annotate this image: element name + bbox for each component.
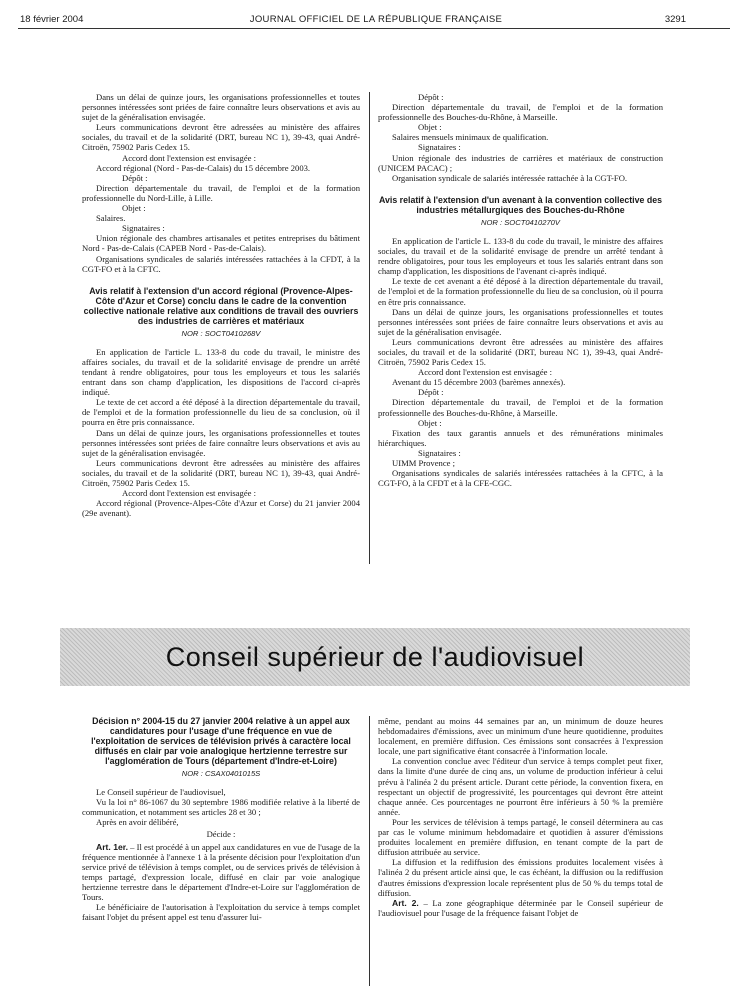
section-banner xyxy=(60,628,690,686)
paragraph: Pour les services de télévision à temps partagé, le conseil déterminera au cas par cas le volume minimum hebdomadaire et quotidien à assurer d'émissions produites localement en première diffusion, en tenant compte de la part de diffusion attribuée au service. xyxy=(378,816,663,858)
section-title: Avis relatif à l'extension d'un accord régional (Provence-Alpes-Côte d'Azur et Corse) conclu dans le cadre de la convention collective nationale relative aux conditions de travail des ouvriers des industries de carrières et matériaux xyxy=(83,285,359,326)
column-divider xyxy=(369,716,370,986)
nor-reference xyxy=(82,769,360,779)
paragraph: Direction départementale du travail, de l'emploi et de la formation professionnelle des Bouches-du-Rhône, à Marseille. xyxy=(378,397,663,418)
paragraph: En application de l'article L. 133-8 du code du travail, le ministre des affaires sociales, du travail et de la solidarité envisage de prendre un arrêté tendant à rendre obligatoires, pour tous les employeurs et tous les salariés entrant dans son champ d'application, les dispositions de l'avenant ci-après indiqué. xyxy=(378,235,663,277)
paragraph: Organisations syndicales de salariés intéressées rattachées à la CFDT, à la CGT-FO et à la CFTC. xyxy=(82,253,360,274)
decision-title: Décision n° 2004-15 du 27 janvier 2004 relative à un appel aux candidatures pour l'usage d'une fréquence en vue de l'exploitation de services de télévision privés à caractère local diffusés en clair par voie analogique hertzienne terrestre sur l'agglomération de Tours (département d'Indre-et-Loire) xyxy=(91,716,351,766)
paragraph: Vu la loi n° 86-1067 du 30 septembre 1986 modifiée relative à la liberté de communication, et notamment ses articles 28 et 30 ; xyxy=(82,797,360,818)
paragraph: Fixation des taux garantis annuels et des rémunérations minimales hiérarchiques. xyxy=(378,427,663,448)
nor-reference xyxy=(378,218,663,228)
page-header xyxy=(0,14,752,28)
decision-left-column xyxy=(82,716,360,922)
paragraph: Leurs communications devront être adressées au ministère des affaires sociales, du travail et de la solidarité (DRT, bureau NC 1), 39-43, quai André-Citroën, 75902 Paris Cedex 15. xyxy=(82,457,360,488)
nor-reference xyxy=(82,329,360,339)
journal-title: JOURNAL OFFICIEL DE LA RÉPUBLIQUE FRANÇAISE xyxy=(249,14,503,25)
header-rule xyxy=(18,28,730,29)
nor-text: NOR : SOCT0410270V xyxy=(481,217,560,227)
paragraph: Leurs communications devront être adressées au ministère des affaires sociales, du travail et de la solidarité (DRT, bureau NC 1), 39-43, quai André-Citroën, 75902 Paris Cedex 15. xyxy=(378,336,663,368)
paragraph: Signataires : xyxy=(122,223,165,234)
paragraph: Avenant du 15 décembre 2003 (barèmes annexés). xyxy=(392,377,566,388)
paragraph: Signataires : xyxy=(418,142,461,153)
paragraph: Accord dont l'extension est envisagée : xyxy=(418,367,552,378)
nor-text: NOR : SOCT0410268V xyxy=(181,328,261,338)
paragraph: Accord dont l'extension est envisagée : xyxy=(122,152,256,163)
paragraph: Direction départementale du travail, de l'emploi et de la formation professionnelle des Bouches-du-Rhône, à Marseille. xyxy=(378,102,663,123)
right-column xyxy=(378,92,663,488)
paragraph: Dépôt : xyxy=(418,92,444,102)
paragraph: Accord régional (Nord - Pas-de-Calais) du 15 décembre 2003. xyxy=(96,162,311,173)
paragraph: Organisations syndicales de salariés intéressées rattachées à la CFTC, à la CGT-FO, à la CFDT et à la CFE-CGC. xyxy=(378,468,663,489)
article-1 xyxy=(82,842,360,903)
paragraph: La convention conclue avec l'éditeur d'un service à temps complet peut fixer, dans la limite d'une durée de cinq ans, un volume de production inférieur à celui prévu à l'alinéa 2 du présent article. Durant cette période, la convention fixera, en respectant un objectif de progressivité, les pourcentages qui devront être atteint chaque année. Ces pourcentages ne pourront être inférieurs à 50 % la première année. xyxy=(378,756,663,817)
paragraph: Dans un délai de quinze jours, les organisations professionnelles et toutes personnes intéressées sont priées de faire connaître leurs observations et avis au sujet de la généralisation envisagée. xyxy=(378,306,663,337)
banner-title: Conseil supérieur de l'audiovisuel xyxy=(165,642,585,672)
page-number: 3291 xyxy=(664,14,686,25)
paragraph: Objet : xyxy=(418,122,442,133)
paragraph: Accord régional (Provence-Alpes-Côte d'Azur et Corse) du 21 janvier 2004 (29e avenant). xyxy=(82,498,360,519)
paragraph: En application de l'article L. 133-8 du code du travail, le ministre des affaires sociales, du travail et de la solidarité envisage de prendre un arrêté tendant à rendre obligatoires, pour tous les employeurs et tous les salariés entrant dans son champ d'application, les dispositions de l'accord ci-après indiqué. xyxy=(82,346,360,398)
article-label: Art. 2. xyxy=(392,897,419,908)
paragraph: UIMM Provence ; xyxy=(392,458,456,468)
column-divider xyxy=(369,92,370,564)
paragraph: Dépôt : xyxy=(418,387,444,398)
paragraph: Dépôt : xyxy=(122,172,148,183)
paragraph: Le Conseil supérieur de l'audiovisuel, xyxy=(96,787,226,798)
paragraph: Décide : xyxy=(206,829,236,840)
paragraph: Dans un délai de quinze jours, les organisations professionnelles et toutes personnes intéressées sont priées de faire connaître leurs observations et avis au sujet de la généralisation envisagée. xyxy=(82,92,360,123)
paragraph: même, pendant au moins 44 semaines par an, un minimum de douze heures hebdomadaires d'émissions, avec un minimum d'une heure quotidienne, produites localement, en première diffusion. Ces émissions sont consacrées à l'expression locale, une part significative étant consacrée à l'information locale. xyxy=(378,716,663,757)
paragraph: La diffusion et la rediffusion des émissions produites localement visées à l'alinéa 2 du présent article ainsi que, le cas échéant, la diffusion ou la rediffusion d'autres émissions d'expression locale représentent plus de 50 % du temps total de diffusion. xyxy=(378,857,663,898)
section-title: Avis relatif à l'extension d'un avenant à la convention collective des industries métallurgiques des Bouches-du-Rhône xyxy=(378,194,662,215)
nor-text: NOR : CSAX0401015S xyxy=(181,769,261,778)
paragraph: Leurs communications devront être adressées au ministère des affaires sociales, du travail et de la solidarité (DRT, bureau NC 1), 39-43, quai André-Citroën, 75902 Paris Cedex 15. xyxy=(82,122,360,153)
article-label: Art. 1er. xyxy=(96,841,129,852)
paragraph: Le texte de cet accord a été déposé à la direction départementale du travail, de l'emploi et de la formation professionnelle du lieu de sa conclusion, où il pourra en être pris connaissance. xyxy=(82,397,360,428)
paragraph: Accord dont l'extension est envisagée : xyxy=(122,488,256,499)
paragraph: Direction départementale du travail, de l'emploi et de la formation professionnelle du Nord-Lille, à Lille. xyxy=(82,182,360,203)
article-2 xyxy=(378,898,663,918)
article-text: – La zone géographique déterminée par le Conseil supérieur de l'audiovisuel pour l'usage de la fréquence faisant l'objet de xyxy=(378,897,664,918)
paragraph: Signataires : xyxy=(418,447,461,458)
paragraph: Le texte de cet avenant a été déposé à la direction départementale du travail, de l'emploi et de la formation professionnelle du lieu de sa conclusion, où il pourra en être pris connaissance. xyxy=(378,276,663,307)
paragraph: Objet : xyxy=(418,417,442,428)
paragraph: Dans un délai de quinze jours, les organisations professionnelles et toutes personnes intéressées sont priées de faire connaître leurs observations et avis au sujet de la généralisation envisagée. xyxy=(82,427,360,458)
paragraph: Le bénéficiaire de l'autorisation à l'exploitation du service à temps complet faisant l'objet du présent appel est tenu d'assurer lui- xyxy=(82,902,360,923)
paragraph: Union régionale des chambres artisanales et petites entreprises du bâtiment Nord - Pas-de-Calais (CAPEB Nord - Pas-de-Calais). xyxy=(82,233,360,254)
paragraph: Après en avoir délibéré, xyxy=(96,817,179,828)
article-text: – Il est procédé à un appel aux candidatures en vue de l'usage de la fréquence mentionnée à l'annexe 1 à la présente décision pour l'exploitation d'un service privé de télévision à temps complet, ou de services privés de télévision à temps partagé, d'expression locale, diffusé en clair par voie analogique hertzienne terrestre dans le département d'Indre-et-Loire sur l'agglomération de Tours. xyxy=(82,841,360,903)
paragraph: Union régionale des industries de carrières et matériaux de construction (UNICEM PACAC) ; xyxy=(378,152,663,173)
paragraph: Organisation syndicale de salariés intéressée rattachée à la CGT-FO. xyxy=(392,172,628,183)
paragraph: Objet : xyxy=(122,203,146,214)
paragraph: Salaires. xyxy=(96,213,126,224)
paragraph: Salaires mensuels minimaux de qualification. xyxy=(392,132,549,143)
decision-right-column xyxy=(378,716,663,918)
header-date: 18 février 2004 xyxy=(20,14,84,25)
left-column xyxy=(82,92,360,518)
